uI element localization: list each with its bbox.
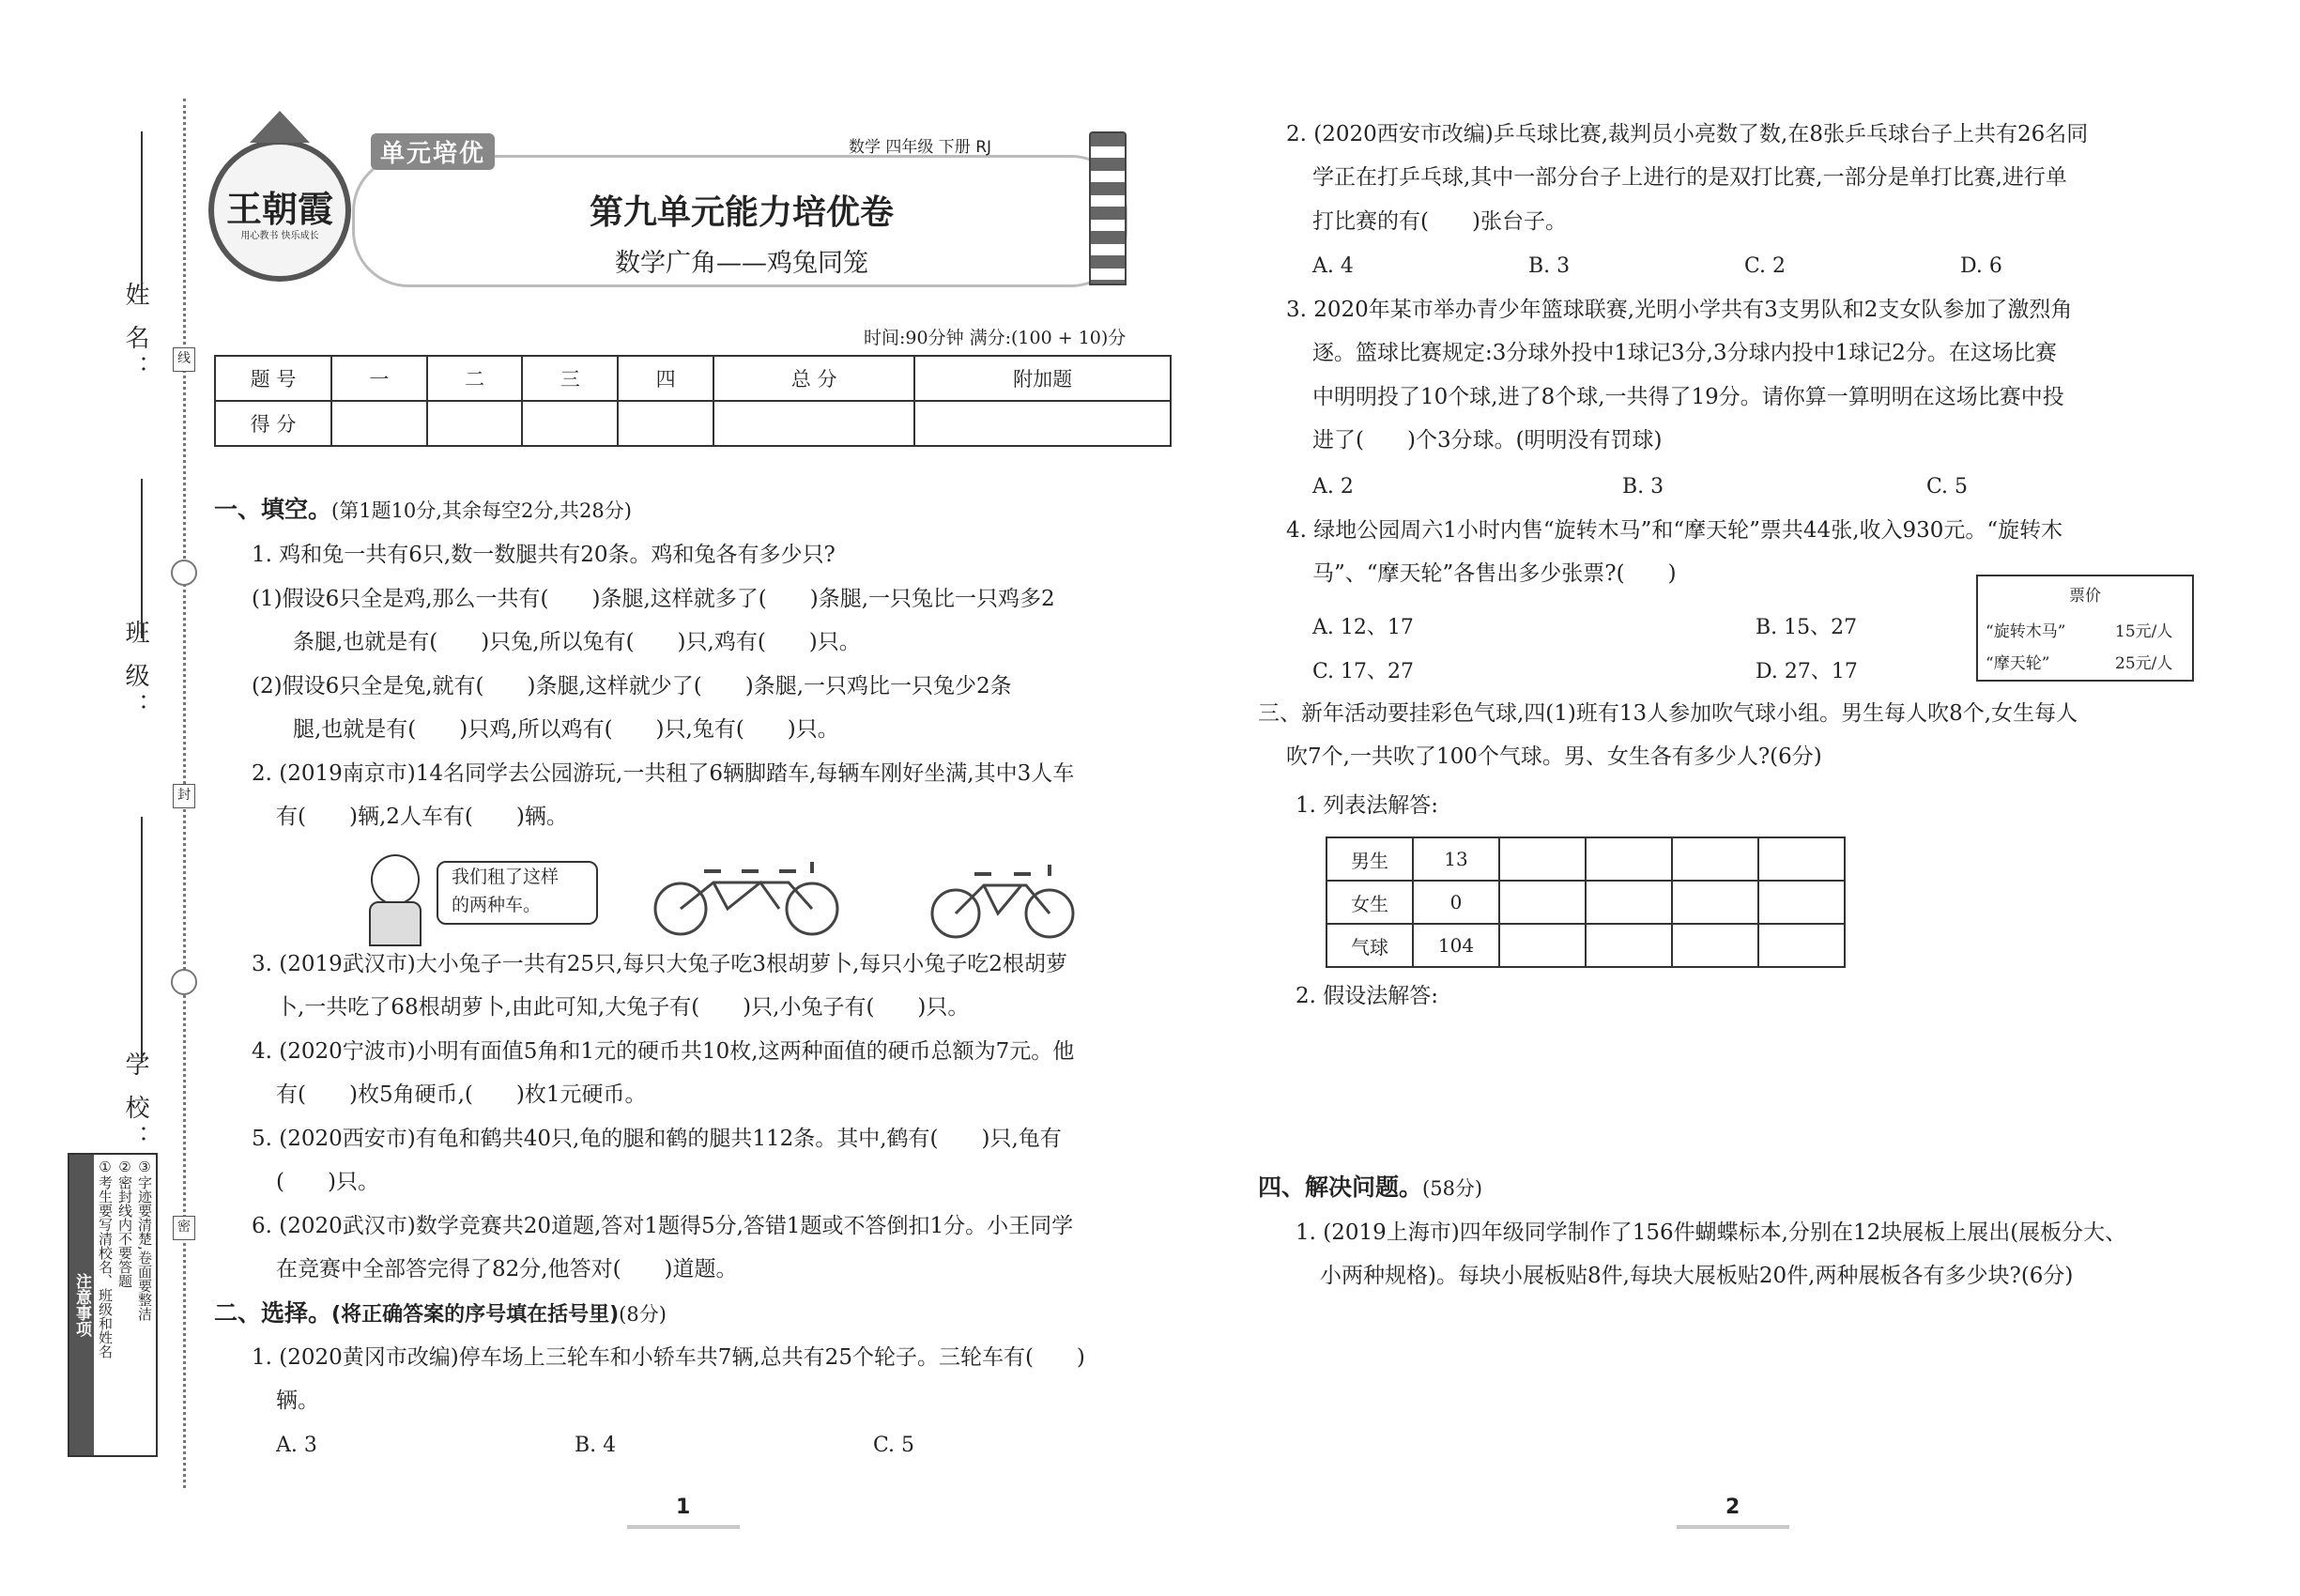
bubble-line: 的两种车。 <box>452 895 542 915</box>
page-subtitle: 数学广角——鸡兔同笼 <box>615 249 868 278</box>
section-title: 四、解决问题。 <box>1258 1174 1423 1201</box>
time-info: 时间:90分钟 满分:(100 + 10)分 <box>864 328 1127 348</box>
section-title: 一、填空。 <box>214 496 332 523</box>
table-row <box>215 356 1171 401</box>
speech-bubble <box>437 861 598 925</box>
option-a[interactable]: A. 2 <box>1312 475 1354 499</box>
class-field[interactable] <box>141 479 143 638</box>
price-box <box>1976 575 2194 682</box>
notice-item: ②密封线内不要答题 <box>116 1159 133 1288</box>
table-row <box>1326 924 1845 967</box>
question-text: 进了( )个3分球。(明明没有罚球) <box>1312 428 1663 453</box>
option-d[interactable]: D. 27、17 <box>1756 660 1858 683</box>
question-text: ( )只。 <box>276 1170 379 1194</box>
section-title: 二、选择。 <box>214 1299 332 1327</box>
section-score: (58分) <box>1422 1177 1483 1200</box>
cut-mark-secret: 密 <box>173 1216 195 1240</box>
table-cell: 三 <box>522 356 618 401</box>
table-input[interactable] <box>1586 924 1672 967</box>
school-field[interactable] <box>141 817 143 1061</box>
boy-head <box>371 854 420 905</box>
option-b[interactable]: B. 4 <box>575 1434 617 1457</box>
table-row <box>1326 837 1845 881</box>
table-input[interactable] <box>1672 881 1758 924</box>
table-input[interactable] <box>1758 837 1845 881</box>
bubble-line: 我们租了这样 <box>452 867 560 887</box>
table-row <box>1326 881 1845 924</box>
question-text: 条腿,也就是有( )只兔,所以兔有( )只,鸡有( )只。 <box>293 630 861 654</box>
option-c[interactable]: C. 17、27 <box>1312 660 1415 683</box>
section-note: (第1题10分,其余每空2分,共28分) <box>331 499 632 522</box>
table-cell: 104 <box>1413 924 1499 967</box>
table-input[interactable] <box>1586 881 1672 924</box>
price-value: 15元/人 <box>2115 622 2173 641</box>
question-text: 卜,一共吃了68根胡萝卜,由此可知,大兔子有( )只,小兔子有( )只。 <box>276 995 970 1020</box>
notice-item: ③字迹要清楚,卷面要整洁 <box>136 1159 153 1321</box>
question-text: 马”、“摩天轮”各售出多少张票?( ) <box>1312 561 1677 586</box>
question-text: 4. (2020宁波市)小明有面值5角和1元的硬币共10枚,这两种面值的硬币总额为7元。他 <box>252 1039 1075 1064</box>
question-text: 4. 绿地公园周六1小时内售“旋转木马”和“摩天轮”票共44张,收入930元。“旋转木 <box>1286 518 2063 543</box>
cut-mark-line: 线 <box>173 347 195 372</box>
scissors-icon <box>171 969 197 995</box>
price-ride: “旋转木马” <box>1986 622 2066 641</box>
question-text: 有( )枚5角硬币,( )枚1元硬币。 <box>276 1082 647 1107</box>
price-value: 25元/人 <box>2115 654 2173 673</box>
question-text: 打比赛的有( )张台子。 <box>1312 209 1567 234</box>
score-input[interactable] <box>331 401 427 446</box>
table-cell: 四 <box>618 356 713 401</box>
question-text: 腿,也就是有( )只鸡,所以鸡有( )只,兔有( )只。 <box>293 717 839 742</box>
page-ornament <box>627 1526 740 1528</box>
table-cell: 题 号 <box>215 356 331 401</box>
question-text: 5. (2020西安市)有龟和鹤共40只,龟的腿和鹤的腿共112条。其中,鹤有( )只,龟有 <box>252 1127 1062 1151</box>
class-label: 班 级： <box>121 620 149 724</box>
score-input[interactable] <box>914 401 1171 446</box>
table-cell: 0 <box>1413 881 1499 924</box>
scissors-icon <box>171 560 197 586</box>
question-text: 1. (2020黄冈市改编)停车场上三轮车和小轿车共7辆,总共有25个轮子。三轮车有( ) <box>252 1345 1085 1370</box>
option-a[interactable]: A. 3 <box>276 1434 317 1457</box>
page-number: 1 <box>676 1496 691 1519</box>
school-label: 学 校： <box>121 1051 149 1156</box>
notice-box <box>68 1153 158 1457</box>
table-input[interactable] <box>1499 881 1586 924</box>
score-input[interactable] <box>427 401 523 446</box>
table-cell: 女生 <box>1326 881 1413 924</box>
table-cell: 气球 <box>1326 924 1413 967</box>
table-cell: 男生 <box>1326 837 1413 881</box>
question-text: 有( )辆,2人车有( )辆。 <box>276 805 568 829</box>
brand-subtitle: 用心教书 快乐成长 <box>240 231 319 241</box>
lighthouse-icon <box>1089 131 1127 285</box>
section-choice-heading <box>214 1299 667 1329</box>
section-score: (8分) <box>619 1303 667 1326</box>
name-field[interactable] <box>141 131 143 300</box>
question-text: 逐。篮球比赛规定:3分球外投中1球记3分,3分球内投中1球记2分。在这场比赛 <box>1312 341 2057 365</box>
cut-mark-seal: 封 <box>173 784 195 808</box>
table-input[interactable] <box>1672 837 1758 881</box>
question-text: 中明明投了10个球,进了8个球,一共得了19分。请你算一算明明在这场比赛中投 <box>1312 385 2064 409</box>
table-cell: 附加题 <box>914 356 1171 401</box>
table-cell: 一 <box>331 356 427 401</box>
price-ride: “摩天轮” <box>1986 654 2050 673</box>
question-text: (1)假设6只全是鸡,那么一共有( )条腿,这样就多了( )条腿,一只兔比一只鸡多2 <box>252 587 1055 611</box>
question-text: 辆。 <box>276 1389 319 1413</box>
question-text: 6. (2020武汉市)数学竞赛共20道题,答对1题得5分,答错1题或不答倒扣1分。小王同学 <box>252 1214 1074 1238</box>
table-input[interactable] <box>1499 924 1586 967</box>
score-table <box>214 355 1172 447</box>
option-c[interactable]: C. 5 <box>1926 475 1969 499</box>
score-input[interactable] <box>618 401 713 446</box>
option-b[interactable]: B. 3 <box>1622 475 1664 499</box>
boy-body <box>369 901 422 946</box>
boy-illustration <box>361 854 427 944</box>
option-c[interactable]: C. 2 <box>1744 254 1786 278</box>
question-text: 2. (2020西安市改编)乒乓球比赛,裁判员小亮数了数,在8张乒乓球台子上共有26名同 <box>1286 122 2089 146</box>
question-text: 3. (2019武汉市)大小兔子一共有25只,每只大兔子吃3根胡萝卜,每只小兔子吃2根胡萝 <box>252 952 1067 976</box>
question-text: 3. 2020年某市举办青少年篮球联赛,光明小学共有3支男队和2支女队参加了激烈角 <box>1286 298 2073 322</box>
section-heading: 三、新年活动要挂彩色气球,四(1)班有13人参加吹气球小组。男生每人吹8个,女生每人 <box>1258 701 2078 726</box>
option-c[interactable]: C. 5 <box>873 1434 915 1457</box>
crown-icon <box>250 111 310 143</box>
brand-name: 王朝霞 <box>225 188 333 230</box>
section-fill-heading <box>214 496 632 525</box>
notice-item: ①考生要写清校名、班级和姓名 <box>97 1159 114 1358</box>
table-input[interactable] <box>1499 837 1586 881</box>
question-text: 2. (2019南京市)14名同学去公园游玩,一共租了6辆脚踏车,每辆车刚好坐满,其中3人车 <box>252 761 1075 786</box>
answer-area[interactable] <box>1296 1019 2197 1159</box>
option-a[interactable]: A. 4 <box>1312 254 1354 278</box>
sub-question: 2. 假设法解答: <box>1296 984 1439 1008</box>
answer-table <box>1326 836 1846 968</box>
page-ornament <box>1677 1526 1789 1528</box>
question-text: (2)假设6只全是兔,就有( )条腿,这样就少了( )条腿,一只鸡比一只兔少2条 <box>252 674 1012 698</box>
section-solve-heading <box>1258 1174 1482 1203</box>
question-text: 1. (2019上海市)四年级同学制作了156件蝴蝶标本,分别在12块展板上展出(展板分大、 <box>1296 1220 2127 1245</box>
option-a[interactable]: A. 12、17 <box>1312 616 1414 639</box>
unit-tag: 单元培优 <box>371 133 495 170</box>
section-note: (将正确答案的序号填在括号里) <box>331 1303 620 1327</box>
score-input[interactable] <box>713 401 914 446</box>
section-heading: 吹7个,一共吹了100个气球。男、女生各有多少人?(6分) <box>1286 744 1822 769</box>
question-text: 学正在打乒乓球,其中一部分台子上进行的是双打比赛,一部分是单打比赛,进行单 <box>1312 165 2067 190</box>
question-text: 1. 鸡和兔一共有6只,数一数腿共有20条。鸡和兔各有多少只? <box>252 543 836 567</box>
table-input[interactable] <box>1758 924 1845 967</box>
table-input[interactable] <box>1758 881 1845 924</box>
brand-logo <box>208 139 351 282</box>
price-title: 票价 <box>2069 587 2101 606</box>
triple-bike-illustration <box>648 845 845 939</box>
table-cell: 13 <box>1413 837 1499 881</box>
page-title: 第九单元能力培优卷 <box>589 193 894 232</box>
score-input[interactable] <box>522 401 618 446</box>
grade-meta: 数学 四年级 下册 RJ <box>849 138 992 157</box>
notice-title: 注意事项 <box>69 1155 94 1455</box>
table-cell: 二 <box>427 356 523 401</box>
table-cell: 总 分 <box>713 356 914 401</box>
table-row <box>215 401 1171 446</box>
table-input[interactable] <box>1672 924 1758 967</box>
sub-question: 1. 列表法解答: <box>1296 793 1439 818</box>
table-cell: 得 分 <box>215 401 331 446</box>
option-d[interactable]: D. 6 <box>1960 254 2002 278</box>
question-text: 在竞赛中全部答完得了82分,他答对( )道题。 <box>276 1257 738 1281</box>
page-number: 2 <box>1725 1496 1740 1519</box>
question-text: 小两种规格)。每块小展板贴8件,每块大展板贴20件,两种展板各有多少块?(6分) <box>1320 1264 2074 1288</box>
table-input[interactable] <box>1586 837 1672 881</box>
name-label: 姓 名： <box>121 282 149 386</box>
answer-area[interactable] <box>1296 1305 2197 1483</box>
tandem-bike-illustration <box>928 850 1078 944</box>
option-b[interactable]: B. 15、27 <box>1756 616 1858 639</box>
option-b[interactable]: B. 3 <box>1528 254 1571 278</box>
